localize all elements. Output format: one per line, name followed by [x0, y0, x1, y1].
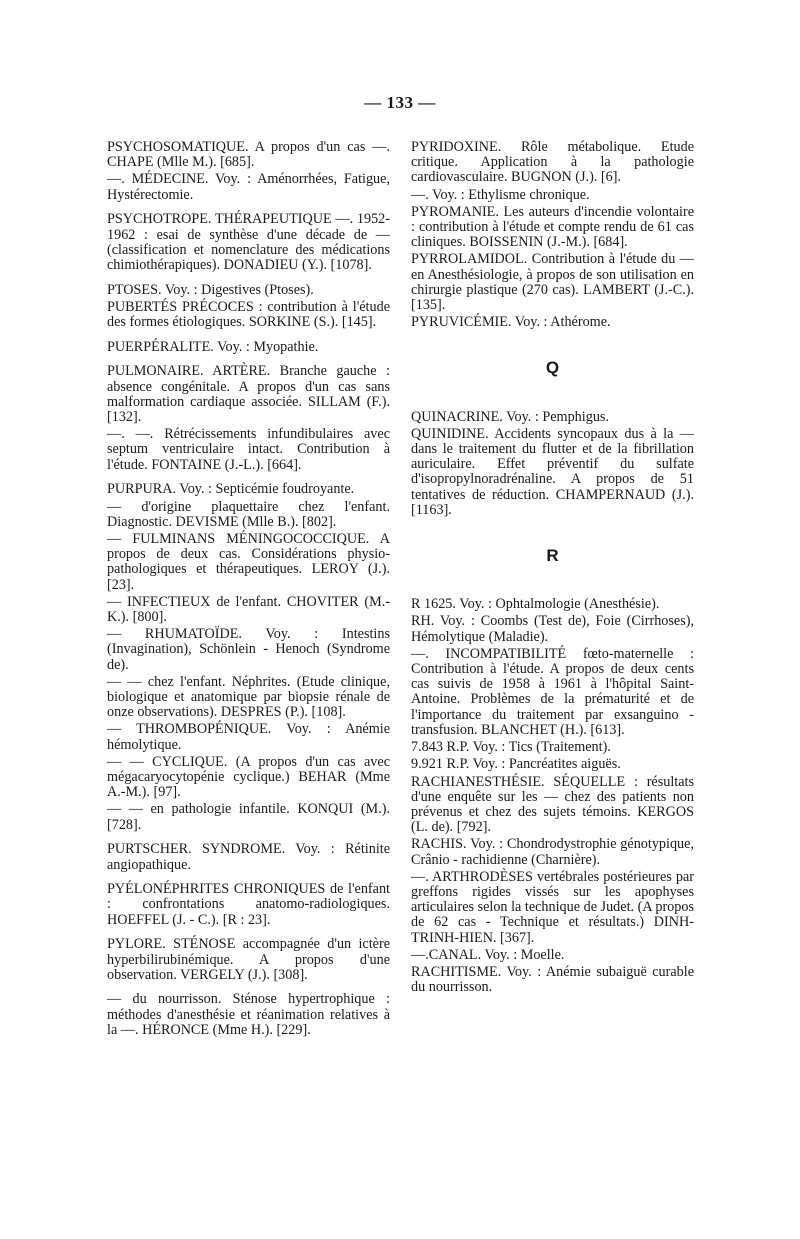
right-column — [411, 140, 694, 997]
index-entry: PYRUVICÉMIE. Voy. : Athérome. — [411, 314, 611, 331]
index-entry: —.CANAL. Voy. : Moelle. — [411, 946, 565, 963]
index-entry: — d'origine plaquettaire chez l'enfant. Diagnostic. DEVISME (Mlle B.). [802]. — [107, 498, 390, 530]
index-entry: 7.843 R.P. Voy. : Tics (Traitement). — [411, 739, 611, 756]
index-entry: — — en pathologie infantile. KONQUI (M.). [728]. — [107, 801, 390, 833]
index-entry: PURTSCHER. SYNDROME. Voy. : Rétinite angiopathique. — [107, 841, 390, 873]
index-entry: RH. Voy. : Coombs (Test de), Foie (Cirrhoses), Hémolytique (Maladie). — [411, 613, 694, 645]
index-entry: PYÉLONÉPHRITES CHRONIQUES de l'enfant : confrontations anatomo-radiologiques. HOEFFEL (J. - C.). [R : 23]. — [107, 881, 390, 928]
index-entry: PTOSES. Voy. : Digestives (Ptoses). — [107, 281, 314, 298]
index-entry: — INFECTIEUX de l'enfant. CHOVITER (M.-K.). [800]. — [107, 593, 390, 625]
index-entry: RACHITISME. Voy. : Anémie subaiguë curable du nourrisson. — [411, 963, 694, 996]
section-letter-r: R — [546, 546, 559, 566]
index-entry: R 1625. Voy. : Ophtalmologie (Anesthésie). — [411, 596, 660, 613]
index-entry: —. MÉDECINE. Voy. : Aménorrhées, Fatigue, Hystérectomie. — [107, 171, 390, 203]
index-entry: PYRROLAMIDOL. Contribution à l'étude du — en Anesthésiologie, à propos de son utilisation en chirurgie plastique (270 cas). LAMBERT (J.-C.). [135]. — [411, 251, 694, 314]
index-entry: —. —. Rétrécissements infundibulaires avec septum ventriculaire intact. Contribution à l'étude. FONTAINE (J.-L.). [664]. — [107, 426, 390, 473]
index-entry: PYRIDOXINE. Rôle métabolique. Etude critique. Application à la pathologie cardiovasculaire. BUGNON (J.). [6]. — [411, 139, 694, 186]
index-entry: 9.921 R.P. Voy. : Pancréatites aiguës. — [411, 756, 621, 773]
index-entry: PULMONAIRE. ARTÈRE. Branche gauche : absence congénitale. A propos d'un cas sans malformation cardiaque associée. SILLAM (F.). [132]. — [107, 363, 390, 426]
index-entry: — du nourrisson. Sténose hypertrophique : méthodes d'anesthésie et réanimation relatives à la —. HÉRONCE (Mme H.). [229]. — [107, 991, 390, 1038]
index-entry: — FULMINANS MÉNINGOCOCCIQUE. A propos de deux cas. Considérations physio-pathologiques et thérapeutiques. LEROY (J.). [23]. — [107, 530, 390, 593]
index-entry: — RHUMATOÏDE. Voy. : Intestins (Invagination), Schönlein - Henoch (Syndrome de). — [107, 626, 390, 673]
left-column — [107, 140, 390, 1048]
index-entry: QUINIDINE. Accidents syncopaux dus à la — dans le traitement du flutter et de la fibrillation auriculaire. Effet préventif du sulfate d'isopropylnoradrénaline. A propos de 51 tentatives de réduction. CHAMPERNAUD (J.). [1163]. — [411, 425, 694, 518]
index-entry: —. Voy. : Ethylisme chronique. — [411, 186, 590, 203]
index-entry: — — CYCLIQUE. (A propos d'un cas avec mégacaryocytopénie cyclique.) BEHAR (Mme A.-M.). [97]. — [107, 753, 390, 801]
index-entry: —. ARTHRODÈSES vertébrales postérieures par greffons rigides vissés sur les apophyses articulaires selon la technique de Judet. (A propos de 62 cas - Technique et résultats.) DINH-TRINH-HIEN. [367]. — [411, 868, 694, 946]
index-entry: QUINACRINE. Voy. : Pemphigus. — [411, 408, 609, 425]
section-letter-q: Q — [545, 358, 560, 378]
page-number: — 133 — — [364, 93, 436, 112]
index-entry: RACHIS. Voy. : Chondrodystrophie génotypique, Crânio - rachidienne (Charnière). — [411, 836, 694, 868]
index-entry: PUERPÉRALITE. Voy. : Myopathie. — [107, 338, 319, 355]
index-entry: PSYCHOSOMATIQUE. A propos d'un cas —. CHAPE (Mlle M.). [685]. — [107, 139, 390, 171]
index-entry: RACHIANESTHÉSIE. SÉQUELLE : résultats d'une enquête sur les — chez des patients non prévenus et chez des sujets témoins. KERGOS (L. de). [792]. — [411, 773, 694, 836]
index-entry: —. INCOMPATIBILITÉ fœto-maternelle : Contribution à l'étude. A propos de deux cents cas suivis de 1958 à 1961 à l'hôpital Saint-Antoine. Problèmes de la prématurité et de l'importance du traitement par exsanguino - transfusion. BLANCHET (H.). [613]. — [411, 645, 694, 738]
index-entry: PSYCHOTROPE. THÉRAPEUTIQUE —. 1952-1962 : esai de synthèse d'une décade de — (classification et nomenclature des médications chimiothérapiques). DONADIEU (Y.). [1078]. — [107, 211, 390, 273]
index-entry: — THROMBOPÉNIQUE. Voy. : Anémie hémolytique. — [107, 721, 390, 753]
index-entry: — — chez l'enfant. Néphrites. (Etude clinique, biologique et anatomique par biopsie rénale de onze observations). DESPRES (P.). [108]. — [107, 673, 390, 721]
index-entry: PUBERTÉS PRÉCOCES : contribution à l'étude des formes étiologiques. SORKINE (S.). [145]. — [107, 298, 390, 331]
index-entry: PYROMANIE. Les auteurs d'incendie volontaire : contribution à l'étude et compte rendu de 61 cas cliniques. BOISSENIN (J.-M.). [684]. — [411, 203, 694, 251]
index-entry: PYLORE. STÉNOSE accompagnée d'un ictère hyperbilirubinémique. A propos d'une observation. VERGELY (J.). [308]. — [107, 936, 390, 983]
index-entry: PURPURA. Voy. : Septicémie foudroyante. — [107, 481, 355, 498]
